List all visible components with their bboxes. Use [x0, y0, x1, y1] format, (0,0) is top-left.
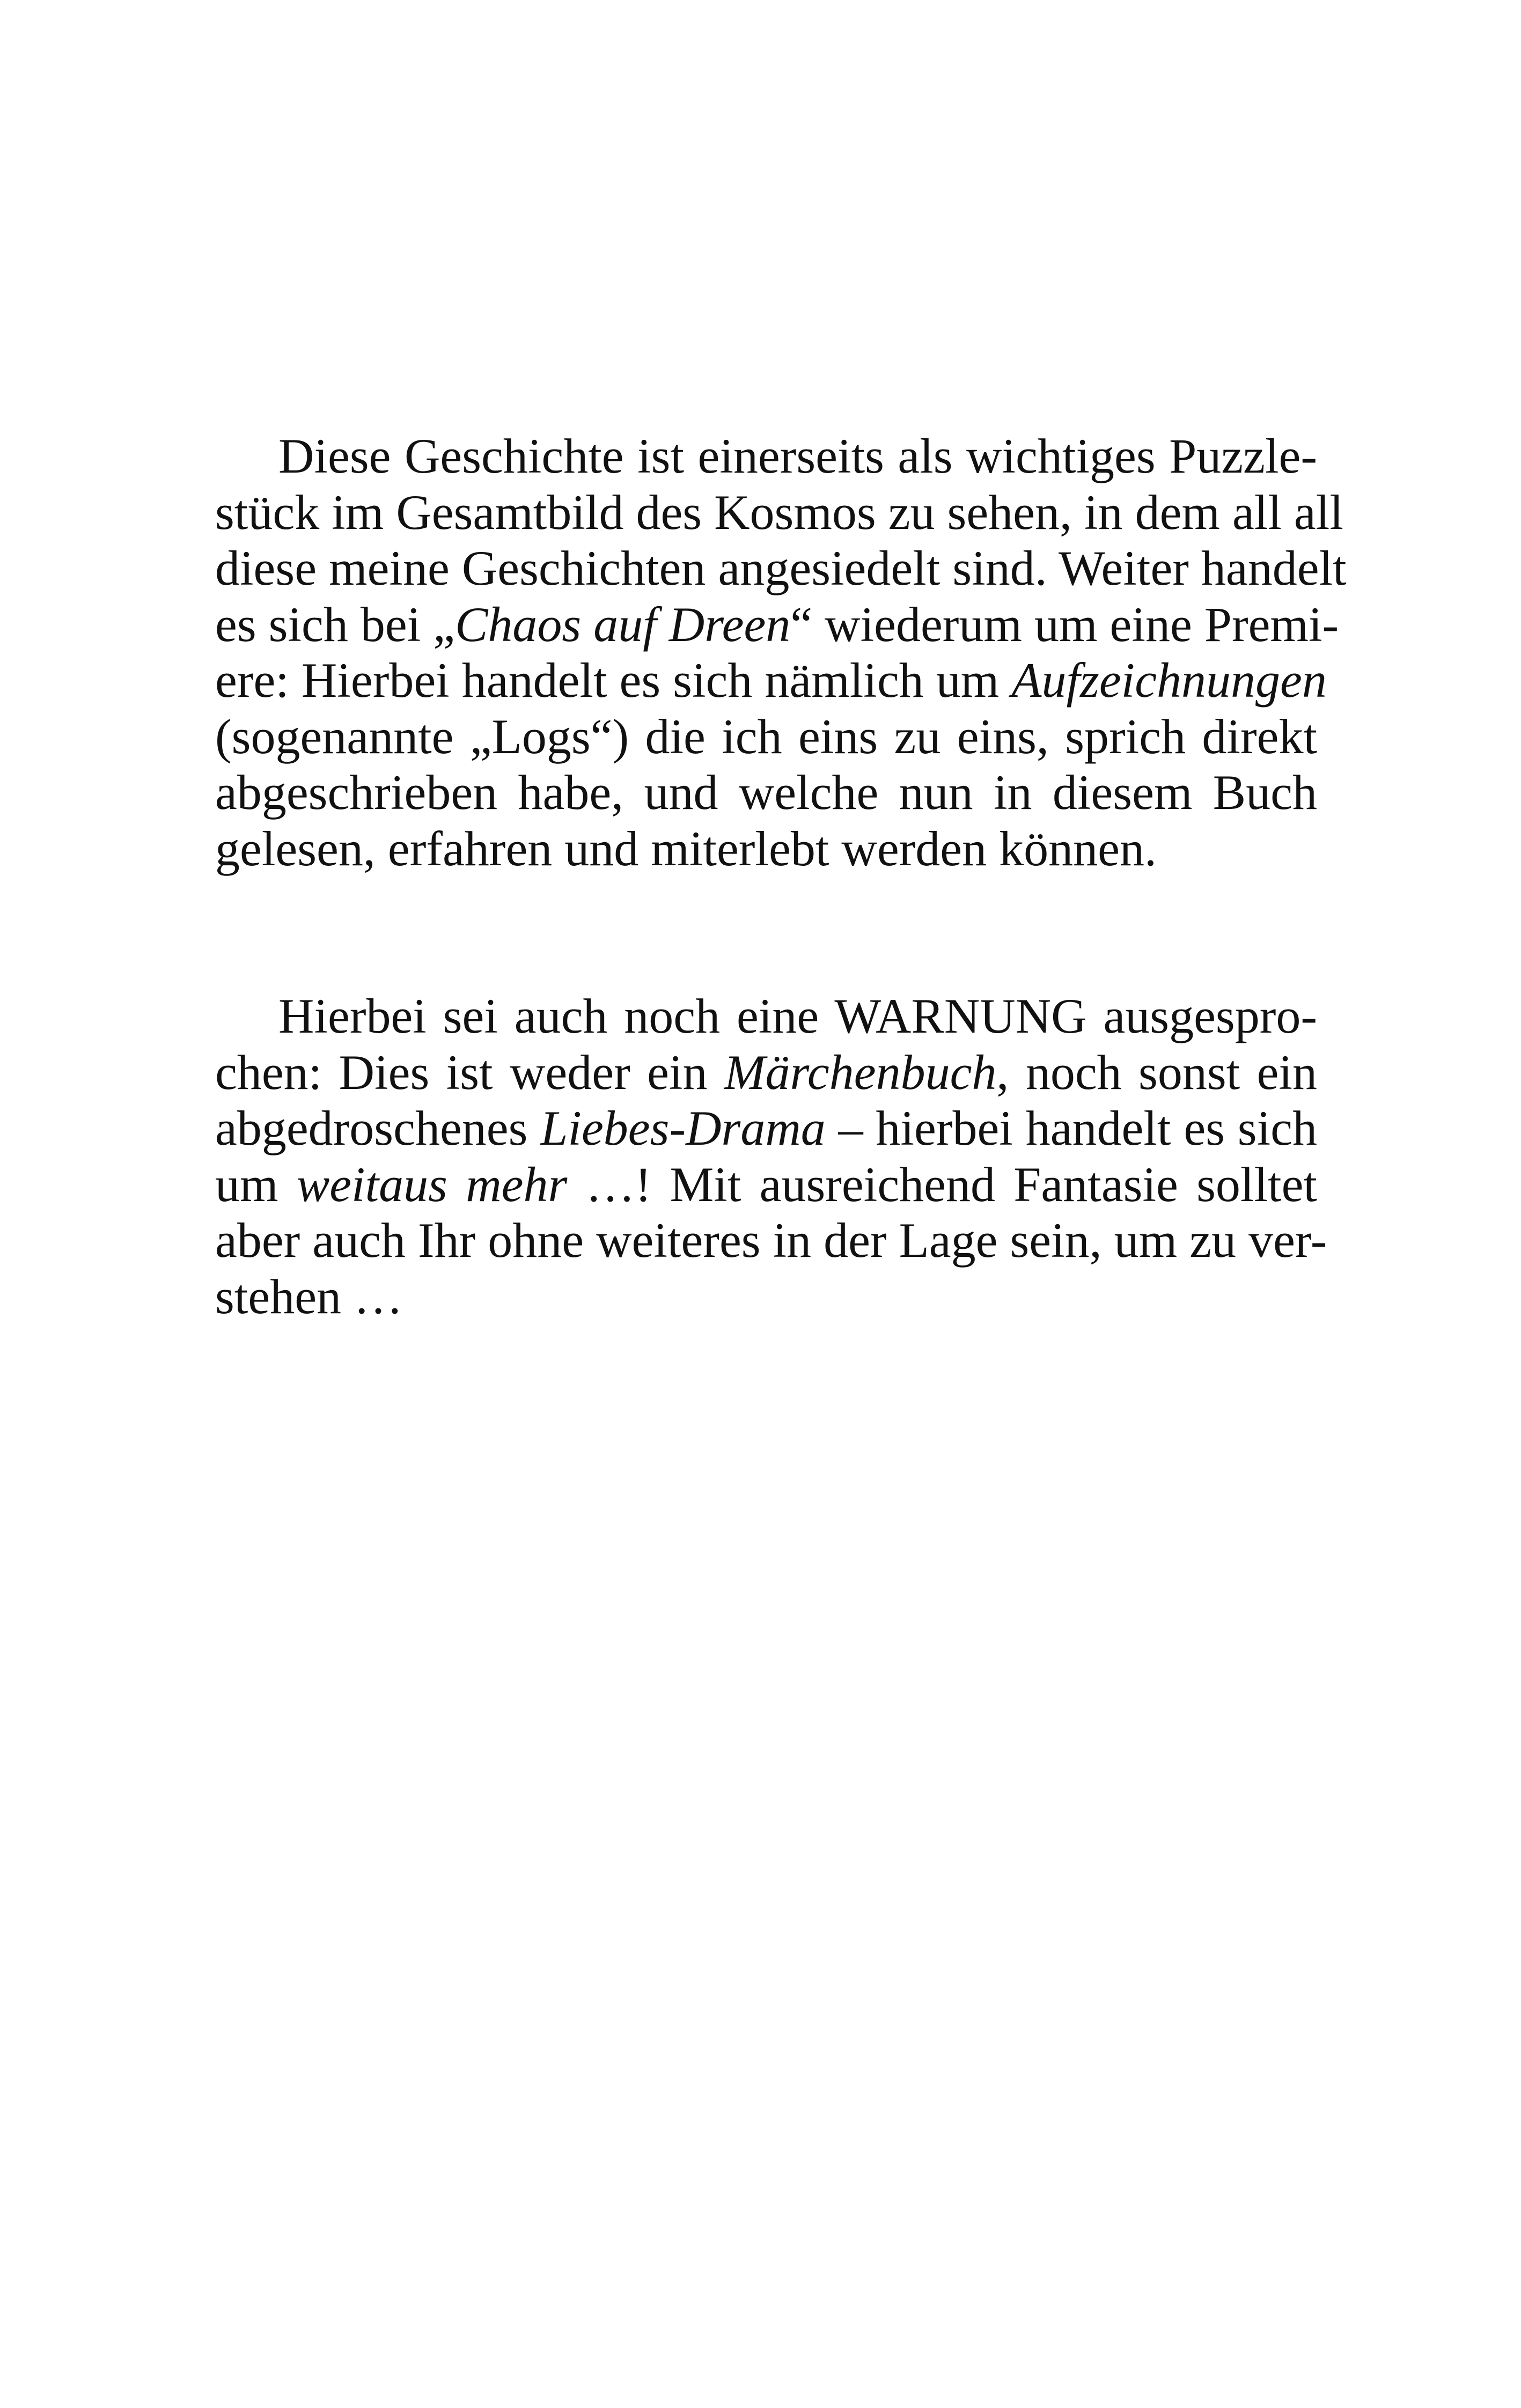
emphasis-italic: Aufzeichnungen: [1011, 653, 1327, 708]
emphasis-italic: weitaus mehr: [296, 1157, 568, 1212]
text-line: ere: Hierbei handelt es sich nämlich um Aufzeichnungen: [215, 653, 1327, 708]
text-line: Diese Geschichte ist einerseits als wichtiges Puzzle-: [278, 429, 1317, 483]
paragraph-intro: [215, 428, 1347, 877]
text-line: abgeschrieben habe, und welche nun in diesem Buch: [215, 765, 1317, 820]
text-line: diese meine Geschichten angesiedelt sind. Weiter handelt: [215, 541, 1347, 595]
emphasis-italic: Liebes-Drama: [540, 1101, 826, 1155]
emphasis-italic: Märchenbuch: [724, 1044, 997, 1100]
text-line: chen: Dies ist weder ein Märchenbuch, noch sonst ein: [215, 1044, 1317, 1100]
text-line: (sogenannte „Logs“) die ich eins zu eins, sprich direkt: [215, 709, 1317, 764]
book-title-italic: Chaos auf Dreen: [455, 597, 791, 652]
text-line: es sich bei „Chaos auf Dreen“ wiederum um eine Premi-: [215, 597, 1339, 652]
text-line: stehen …: [215, 1269, 403, 1324]
text-line: abgedroschenes Liebes-Drama – hierbei handelt es sich: [215, 1101, 1317, 1155]
paragraph-warning: [215, 988, 1327, 1324]
text-line: um weitaus mehr …! Mit ausreichend Fantasie solltet: [215, 1157, 1317, 1212]
text-line: gelesen, erfahren und miterlebt werden können.: [215, 821, 1157, 876]
text-line: Hierbei sei auch noch eine WARNUNG ausgespro-: [278, 989, 1317, 1043]
text-line: aber auch Ihr ohne weiteres in der Lage sein, um zu ver-: [215, 1213, 1327, 1268]
text-line: stück im Gesamtbild des Kosmos zu sehen, in dem all all: [215, 484, 1343, 540]
